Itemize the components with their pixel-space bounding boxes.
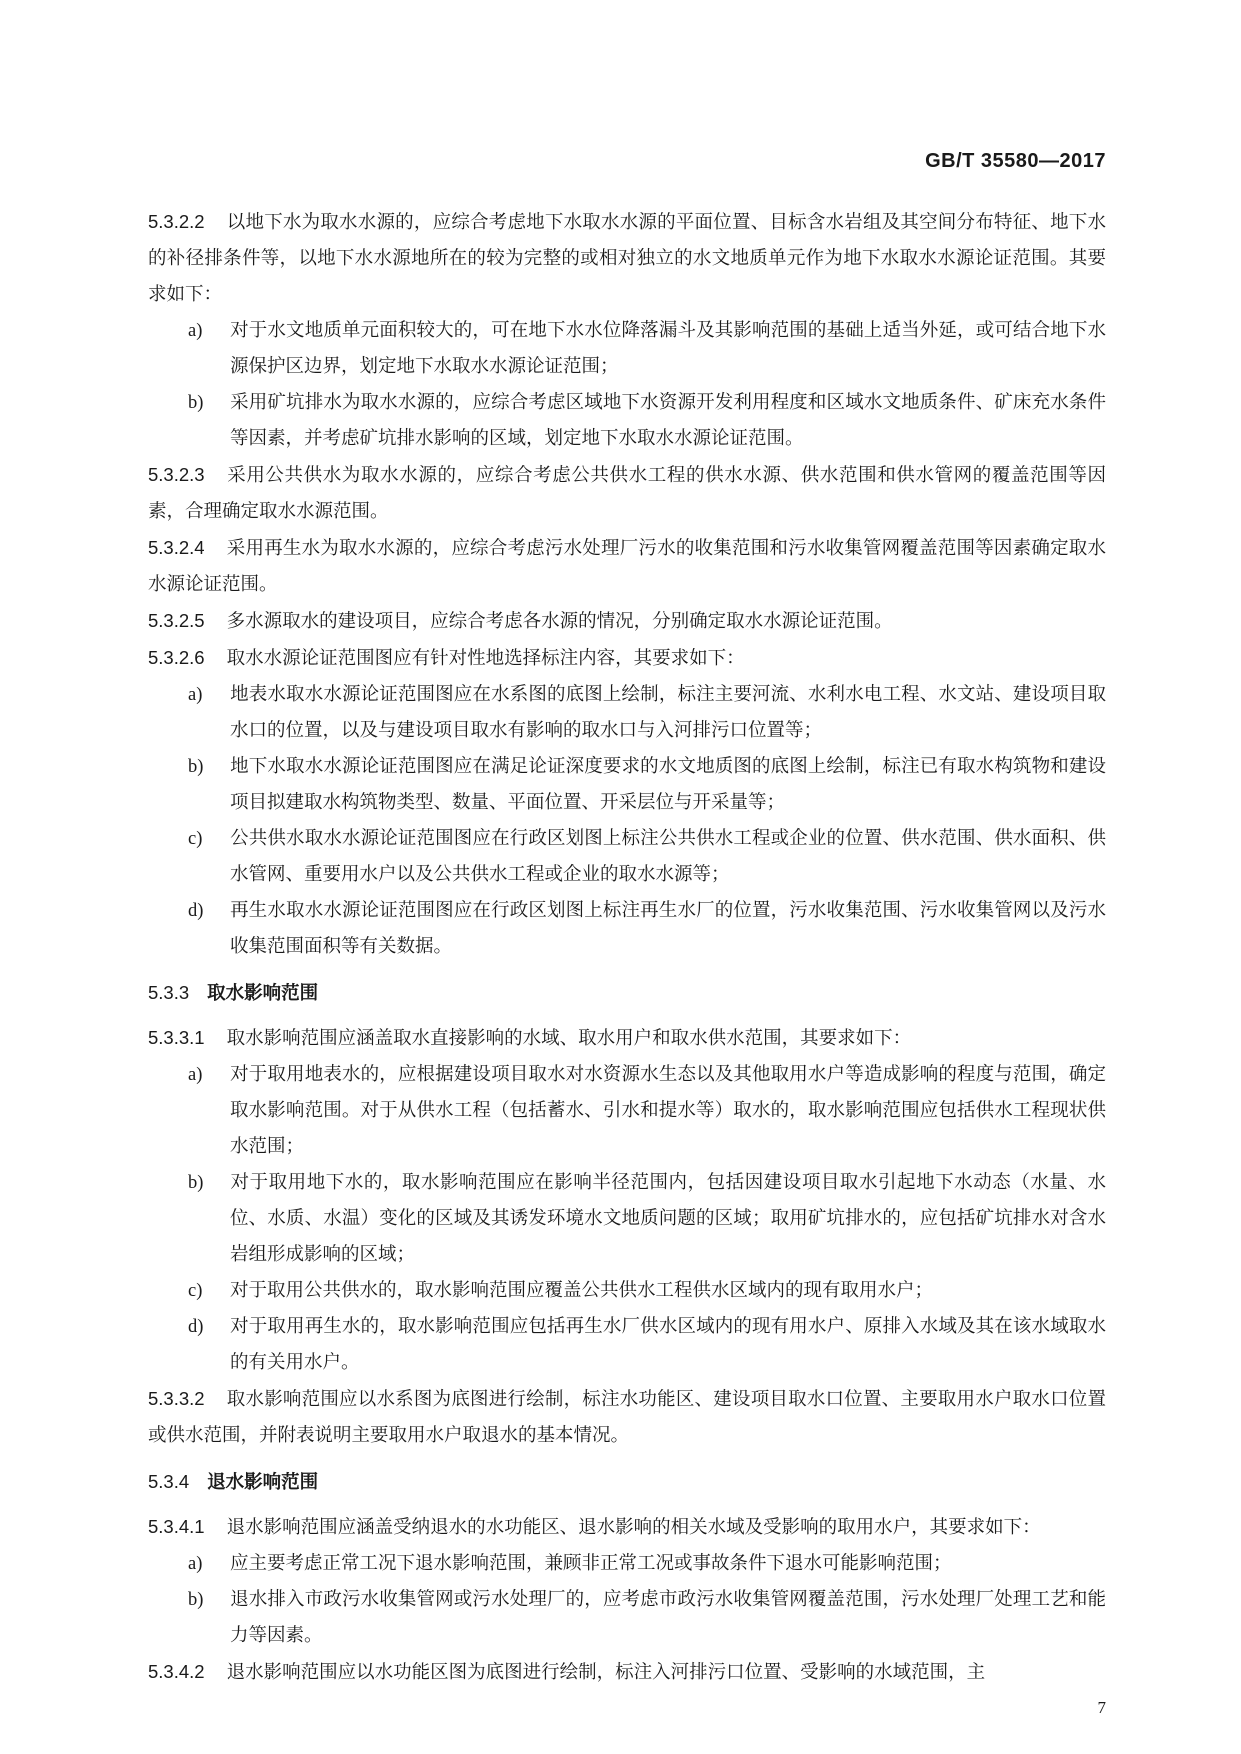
- list-item-text: 退水排入市政污水收集管网或污水处理厂的，应考虑市政污水收集管网覆盖范围，污水处理厂处理工艺和能力等因素。: [230, 1589, 1106, 1646]
- list-item-text: 对于水文地质单元面积较大的，可在地下水水位降落漏斗及其影响范围的基础上适当外延，或可结合地下水源保护区边界，划定地下水取水水源论证范围；: [230, 320, 1106, 377]
- clause-number: 5.3.3.1: [148, 1027, 205, 1048]
- list-item: [148, 749, 1106, 821]
- clause-text: 退水影响范围: [207, 1472, 319, 1493]
- clause-number: 5.3.3.2: [148, 1388, 205, 1409]
- clause-number: 5.3.4.1: [148, 1516, 205, 1537]
- list-item-label: a): [188, 1554, 203, 1574]
- clause-number: 5.3.4: [148, 1471, 190, 1492]
- list-item-text: 再生水取水水源论证范围图应在行政区划图上标注再生水厂的位置，污水收集范围、污水收集管网以及污水收集范围面积等有关数据。: [230, 900, 1106, 957]
- clause-text: 采用公共供水为取水水源的，应综合考虑公共供水工程的供水水源、供水范围和供水管网的覆盖范围等因素，合理确定取水水源范围。: [148, 465, 1106, 522]
- section-heading: [148, 1464, 1106, 1501]
- list-item-text: 对于取用地下水的，取水影响范围应在影响半径范围内，包括因建设项目取水引起地下水动态（水量、水位、水质、水温）变化的区域及其诱发环境水文地质问题的区域；取用矿坑排水的，应包括矿坑排水对含水岩组形成影响的区域；: [230, 1172, 1106, 1265]
- list-item: [148, 677, 1106, 749]
- clause-paragraph: [148, 1020, 1106, 1057]
- clause-paragraph: [148, 204, 1106, 313]
- list-item-label: c): [188, 1281, 203, 1301]
- clause-paragraph: [148, 1381, 1106, 1454]
- list-item-text: 地表水取水水源论证范围图应在水系图的底图上绘制，标注主要河流、水利水电工程、水文站、建设项目取水口的位置，以及与建设项目取水有影响的取水口与入河排污口位置等；: [230, 684, 1106, 741]
- clause-paragraph: [148, 640, 1106, 677]
- clause-paragraph: [148, 457, 1106, 530]
- clause-paragraph: [148, 530, 1106, 603]
- clause-number: 5.3.2.5: [148, 610, 205, 631]
- list-item-text: 采用矿坑排水为取水水源的，应综合考虑区域地下水资源开发利用程度和区域水文地质条件、矿床充水条件等因素，并考虑矿坑排水影响的区域，划定地下水取水水源论证范围。: [230, 392, 1106, 449]
- clause-number: 5.3.2.2: [148, 211, 205, 232]
- list-item-text: 对于取用地表水的，应根据建设项目取水对水资源水生态以及其他取用水户等造成影响的程度与范围，确定取水影响范围。对于从供水工程（包括蓄水、引水和提水等）取水的，取水影响范围应包括供水工程现状供水范围；: [230, 1064, 1106, 1157]
- list-item-label: b): [188, 757, 204, 777]
- clause-text: 退水影响范围应涵盖受纳退水的水功能区、退水影响的相关水域及受影响的取用水户，其要求如下：: [226, 1517, 1041, 1538]
- list-item-text: 公共供水取水水源论证范围图应在行政区划图上标注公共供水工程或企业的位置、供水范围、供水面积、供水管网、重要用水户以及公共供水工程或企业的取水水源等；: [230, 828, 1106, 885]
- clause-number: 5.3.2.4: [148, 537, 205, 558]
- clause-number: 5.3.3: [148, 982, 190, 1003]
- list-item-label: c): [188, 829, 203, 849]
- clause-text: 采用再生水为取水水源的，应综合考虑污水处理厂污水的收集范围和污水收集管网覆盖范围等因素确定取水水源论证范围。: [148, 538, 1106, 595]
- standard-code-header: GB/T 35580—2017: [925, 150, 1106, 172]
- clause-text: 取水影响范围: [207, 983, 319, 1004]
- list-item-text: 地下水取水水源论证范围图应在满足论证深度要求的水文地质图的底图上绘制，标注已有取水构筑物和建设项目拟建取水构筑物类型、数量、平面位置、开采层位与开采量等；: [230, 756, 1106, 813]
- clause-number: 5.3.2.6: [148, 647, 205, 668]
- clause-paragraph: [148, 1654, 1106, 1691]
- page-number: 7: [1097, 1698, 1106, 1717]
- clause-paragraph: [148, 603, 1106, 640]
- list-item-text: 对于取用公共供水的，取水影响范围应覆盖公共供水工程供水区域内的现有取用水户；: [230, 1280, 934, 1301]
- list-item-label: b): [188, 1590, 204, 1610]
- clause-text: 以地下水为取水水源的，应综合考虑地下水取水水源的平面位置、目标含水岩组及其空间分布特征、地下水的补径排条件等，以地下水水源地所在的较为完整的或相对独立的水文地质单元作为地下水取水水源论证范围。其要求如下：: [148, 212, 1106, 305]
- document-body: [148, 204, 1106, 1691]
- clause-text: 多水源取水的建设项目，应综合考虑各水源的情况，分别确定取水水源论证范围。: [226, 611, 893, 632]
- list-item: [148, 1546, 1106, 1582]
- list-item: [148, 893, 1106, 965]
- list-item-text: 应主要考虑正常工况下退水影响范围，兼顾非正常工况或事故条件下退水可能影响范围；: [230, 1553, 952, 1574]
- list-item-text: 对于取用再生水的，取水影响范围应包括再生水厂供水区域内的现有用水户、原排入水域及其在该水域取水的有关用水户。: [230, 1316, 1106, 1373]
- list-item: [148, 385, 1106, 457]
- clause-number: 5.3.2.3: [148, 464, 205, 485]
- list-item-label: d): [188, 901, 204, 921]
- list-item-label: d): [188, 1317, 204, 1337]
- list-item: [148, 313, 1106, 385]
- list-item: [148, 1582, 1106, 1654]
- clause-text: 取水影响范围应涵盖取水直接影响的水域、取水用户和取水供水范围，其要求如下：: [226, 1028, 912, 1049]
- list-item: [148, 1309, 1106, 1381]
- clause-text: 退水影响范围应以水功能区图为底图进行绘制，标注入河排污口位置、受影响的水域范围，主: [226, 1662, 986, 1683]
- list-item: [148, 1057, 1106, 1165]
- section-heading: [148, 975, 1106, 1012]
- list-item-label: a): [188, 685, 203, 705]
- clause-text: 取水水源论证范围图应有针对性地选择标注内容，其要求如下：: [226, 648, 745, 669]
- list-item: [148, 821, 1106, 893]
- list-item-label: a): [188, 321, 203, 341]
- list-item-label: b): [188, 1173, 204, 1193]
- clause-paragraph: [148, 1509, 1106, 1546]
- list-item: [148, 1165, 1106, 1273]
- list-item-label: a): [188, 1065, 203, 1085]
- clause-number: 5.3.4.2: [148, 1661, 205, 1682]
- clause-text: 取水影响范围应以水系图为底图进行绘制，标注水功能区、建设项目取水口位置、主要取用水户取水口位置或供水范围，并附表说明主要取用水户取退水的基本情况。: [148, 1389, 1106, 1446]
- list-item: [148, 1273, 1106, 1309]
- list-item-label: b): [188, 393, 204, 413]
